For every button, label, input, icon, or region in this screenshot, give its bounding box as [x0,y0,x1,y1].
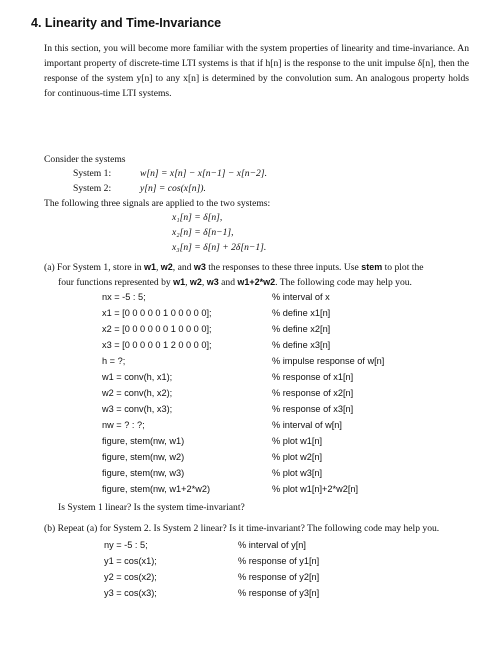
code-comment: % impulse response of w[n] [272,356,385,366]
code-comment: % response of x1[n] [272,372,354,382]
code-comment: % response of y1[n] [238,556,320,566]
consider-text: Consider the systems [44,154,126,165]
question-a: Is System 1 linear? Is the system time-invariant? [58,502,245,513]
code-comment: % define x2[n] [272,324,331,334]
section-title: 4. Linearity and Time-Invariance [31,16,222,30]
code-line: w2 = conv(h, x2); [102,388,173,398]
code-comment: % plot w1[n]+2*w2[n] [272,484,359,494]
system-2-label: System 2: [73,183,112,194]
part-a-line-1: (a) For System 1, store in w1, w2, and w3 the responses to these three inputs. Use stem to plot the [44,262,424,273]
signal-x1: x₁[n] = δ[n], [172,212,223,223]
code-comment: % define x3[n] [272,340,331,350]
code-line: figure, stem(nw, w1+2*w2) [102,484,210,494]
code-comment: % interval of w[n] [272,420,342,430]
code-line: nw = ? : ?; [102,420,145,430]
code-comment: % define x1[n] [272,308,331,318]
code-comment: % plot w3[n] [272,468,323,478]
intro-paragraph: In this section, you will become more familiar with the system properties of linearity and time-invariance. An important property of discrete-time LTI systems is that if h[n] is the response to the unit impulse δ[n], then the response of the system y[n] to any x[n] is determined by the convolution sum. An analogous property holds for continuous-time LTI systems. [44,43,469,99]
code-line: x1 = [0 0 0 0 0 1 0 0 0 0 0]; [102,308,212,318]
part-b-text: (b) Repeat (a) for System 2. Is System 2 linear? Is it time-invariant? The following code may help you. [44,523,440,534]
code-line: x2 = [0 0 0 0 0 0 1 0 0 0 0]; [102,324,212,334]
code-line: figure, stem(nw, w2) [102,452,185,462]
code-comment: % response of y2[n] [238,572,320,582]
code-line: h = ?; [102,356,126,366]
code-comment: % response of x2[n] [272,388,354,398]
code-line: w3 = conv(h, x3); [102,404,173,414]
code-comment: % plot w2[n] [272,452,323,462]
signal-x2: x₂[n] = δ[n−1], [172,227,234,238]
code-line: figure, stem(nw, w3) [102,468,185,478]
code-comment: % response of y3[n] [238,588,320,598]
code-line: y1 = cos(x1); [104,556,157,566]
code-line: nx = -5 : 5; [102,292,146,302]
code-line: y2 = cos(x2); [104,572,157,582]
code-comment: % interval of y[n] [238,540,306,550]
code-line: figure, stem(nw, w1) [102,436,185,446]
code-line: ny = -5 : 5; [104,540,148,550]
system-1-label: System 1: [73,168,112,179]
signals-intro: The following three signals are applied to the two systems: [44,198,271,209]
signal-x3: x₃[n] = δ[n] + 2δ[n−1]. [172,242,267,253]
code-comment: % plot w1[n] [272,436,323,446]
code-line: y3 = cos(x3); [104,588,157,598]
system-1-equation: w[n] = x[n] − x[n−1] − x[n−2]. [140,168,267,179]
code-comment: % response of x3[n] [272,404,354,414]
code-line: x3 = [0 0 0 0 0 1 2 0 0 0 0]; [102,340,212,350]
code-line: w1 = conv(h, x1); [102,372,173,382]
part-a-line-2: four functions represented by w1, w2, w3 and w1+2*w2. The following code may help you. [58,277,412,288]
code-comment: % interval of x [272,292,330,302]
system-2-equation: y[n] = cos(x[n]). [140,183,206,194]
